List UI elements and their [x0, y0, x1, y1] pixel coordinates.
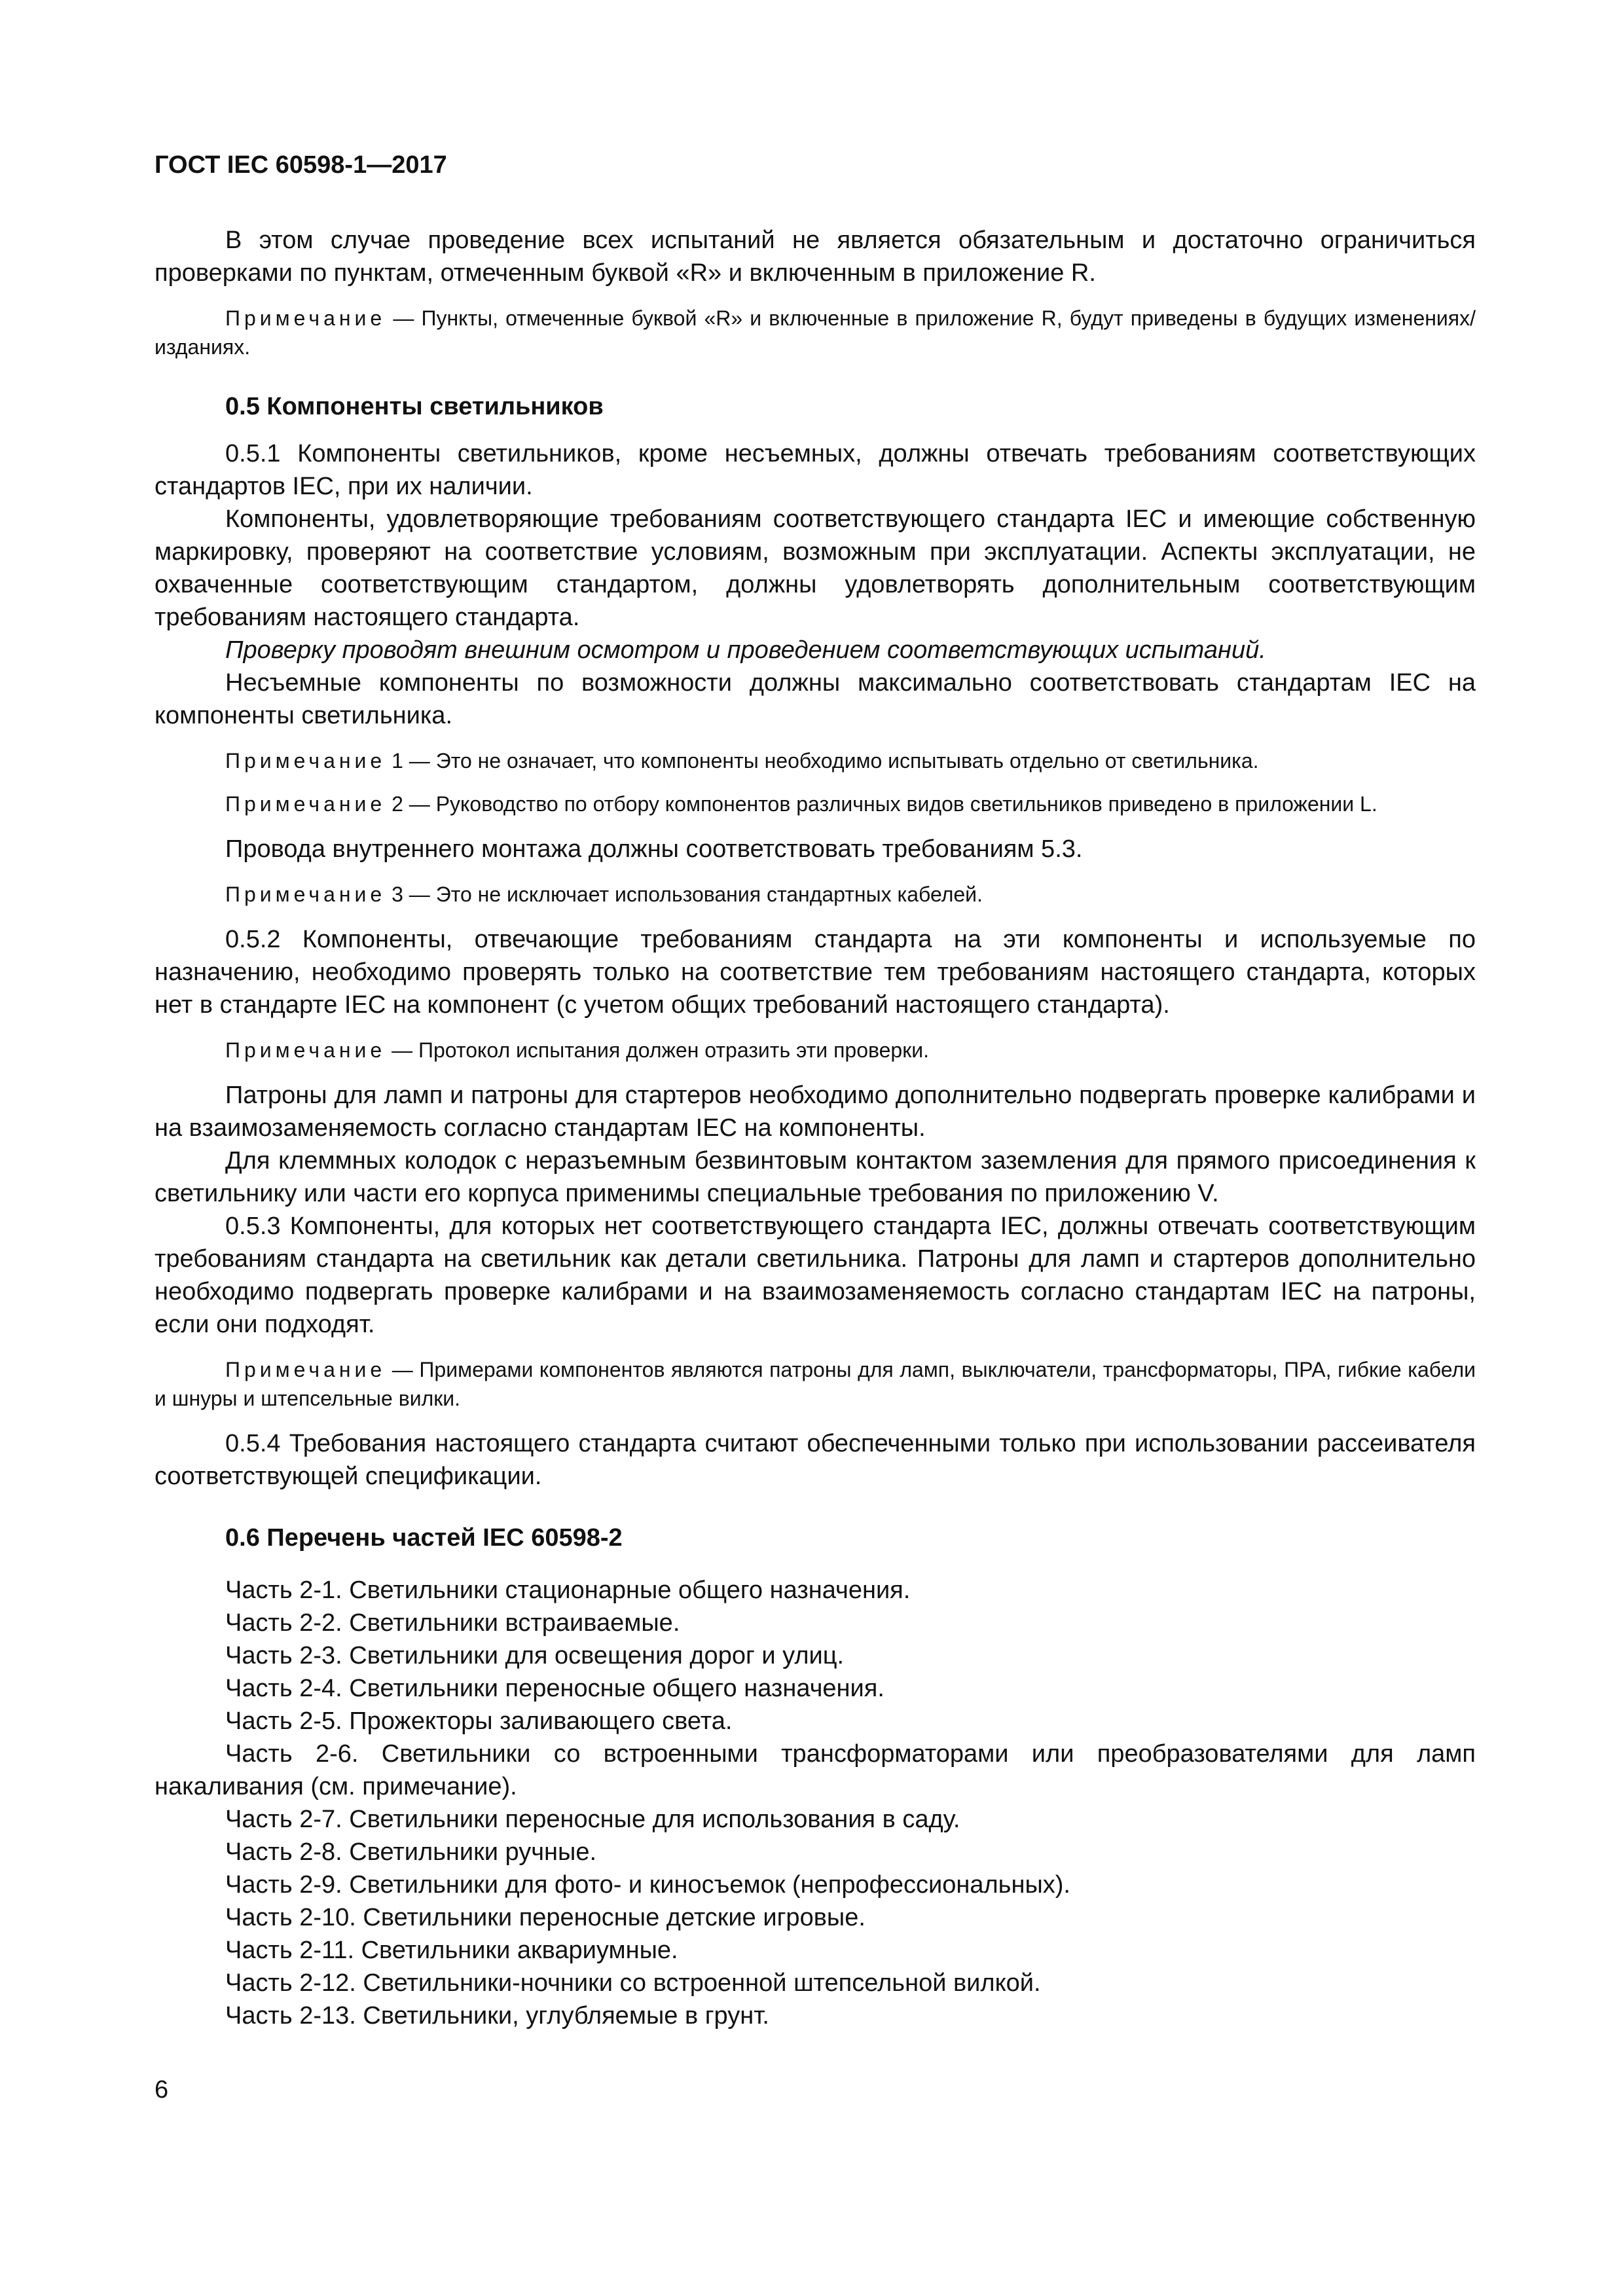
note-label: Примечание: [225, 792, 386, 816]
note-label: Примечание: [225, 1358, 386, 1381]
note-label: Примечание: [225, 1038, 386, 1062]
note-4: [155, 1036, 1476, 1065]
parts-list: [155, 1574, 1476, 2032]
note-1: [155, 746, 1476, 775]
note-text: — Пункты, отмеченные буквой «R» и включенные в приложение R, будут приведены в будущих изменениях/изданиях.: [155, 306, 1476, 359]
note-label: Примечание: [225, 883, 386, 906]
section-05-title: 0.5 Компоненты светильников: [225, 393, 604, 420]
list-item: Часть 2-6. Светильники со встроенными трансформаторами или преобразователями для ламп накаливания (см. примечание).: [155, 1740, 1476, 1800]
list-item: Часть 2-12. Светильники-ночники со встроенной штепсельной вилкой.: [225, 1969, 1041, 1997]
paragraph-0-5-4: 0.5.4 Требования настоящего стандарта считают обеспеченными только при использовании рассеивателя соответствующей спецификации.: [155, 1430, 1476, 1490]
list-item: Часть 2-11. Светильники аквариумные.: [225, 1937, 678, 1964]
paragraph-components-marking: Компоненты, удовлетворяющие требованиям соответствующего стандарта IEC и имеющие собственную маркировку, проверяют на соответствие условиям, возможным при эксплуатации. Аспекты эксплуатации, не охваченные соответствующим стандартом, должны удовлетворять дополнительным соответствующим требованиям настоящего стандарта.: [155, 505, 1476, 631]
paragraph-terminal-blocks: Для клеммных колодок с неразъемным безвинтовым контактом заземления для прямого присоединения к светильнику или части его корпуса применимы специальные требования по приложению V.: [155, 1147, 1476, 1207]
paragraph-check-method: Проверку проводят внешним осмотром и проведением соответствующих испытаний.: [225, 636, 1266, 664]
list-item: Часть 2-5. Прожекторы заливающего света.: [225, 1707, 733, 1735]
paragraph-0-5-3: 0.5.3 Компоненты, для которых нет соответствующего стандарта IEC, должны отвечать соответствующим требованиям стандарта на светильник как детали светильника. Патроны для ламп и стартеров дополнительно необходимо подвергать проверке калибрами и на взаимозаменяемость согласно стандартам IEC на патроны, если они подходят.: [155, 1212, 1476, 1338]
list-item: Часть 2-1. Светильники стационарные общего назначения.: [225, 1576, 911, 1604]
list-item: Часть 2-9. Светильники для фото- и киносъемок (непрофессиональных).: [225, 1871, 1070, 1899]
list-item: Часть 2-2. Светильники встраиваемые.: [225, 1609, 680, 1637]
note-5: [155, 1355, 1476, 1413]
note-label: Примечание: [225, 306, 386, 330]
note-text: 1 — Это не означает, что компоненты необходимо испытывать отдельно от светильника.: [386, 749, 1259, 773]
paragraph-lampholders: Патроны для ламп и патроны для стартеров необходимо дополнительно подвергать проверке калибрами и на взаимозаменяемость согласно стандартам IEC на компоненты.: [155, 1082, 1476, 1142]
note-3: [155, 880, 1476, 909]
note-text: 2 — Руководство по отбору компонентов различных видов светильников приведено в приложении L.: [386, 792, 1377, 816]
list-item: Часть 2-7. Светильники переносные для использования в саду.: [225, 1806, 960, 1833]
paragraph-0-5-1: 0.5.1 Компоненты светильников, кроме несъемных, должны отвечать требованиям соответствующих стандартов IEC, при их наличии.: [155, 440, 1476, 500]
document-header: ГОСТ IEC 60598-1—2017: [155, 151, 447, 179]
note-2: [155, 790, 1476, 818]
list-item: Часть 2-8. Светильники ручные.: [225, 1838, 597, 1866]
list-item: Часть 2-4. Светильники переносные общего назначения.: [225, 1675, 884, 1702]
document-page: [155, 149, 1476, 2032]
intro-paragraph: В этом случае проведение всех испытаний не является обязательным и достаточно ограничиться проверками по пунктам, отмеченным буквой «R» и включенным в приложение R.: [155, 227, 1476, 287]
section-06-title: 0.6 Перечень частей IEC 60598-2: [225, 1524, 623, 1552]
list-item: Часть 2-13. Светильники, углубляемые в грунт.: [225, 2002, 769, 2030]
note-intro: [155, 304, 1476, 361]
note-text: — Примерами компонентов являются патроны для ламп, выключатели, трансформаторы, ПРА, гибкие кабели и шнуры и штепсельные вилки.: [155, 1358, 1476, 1410]
paragraph-0-5-2: 0.5.2 Компоненты, отвечающие требованиям стандарта на эти компоненты и используемые по назначению, необходимо проверять только на соответствие тем требованиям настоящего стандарта, которых нет в стандарте IEC на компонент (с учетом общих требований настоящего стандарта).: [155, 926, 1476, 1019]
note-text: 3 — Это не исключает использования стандартных кабелей.: [386, 883, 983, 906]
page-number: 6: [155, 2076, 169, 2104]
list-item: Часть 2-10. Светильники переносные детские игровые.: [225, 1904, 866, 1931]
list-item: Часть 2-3. Светильники для освещения дорог и улиц.: [225, 1642, 845, 1669]
paragraph-non-removable: Несъемные компоненты по возможности должны максимально соответствовать стандартам IEC на компоненты светильника.: [155, 669, 1476, 729]
note-label: Примечание: [225, 749, 386, 773]
paragraph-internal-wiring: Провода внутреннего монтажа должны соответствовать требованиям 5.3.: [225, 835, 1083, 863]
note-text: — Протокол испытания должен отразить эти проверки.: [386, 1038, 929, 1062]
